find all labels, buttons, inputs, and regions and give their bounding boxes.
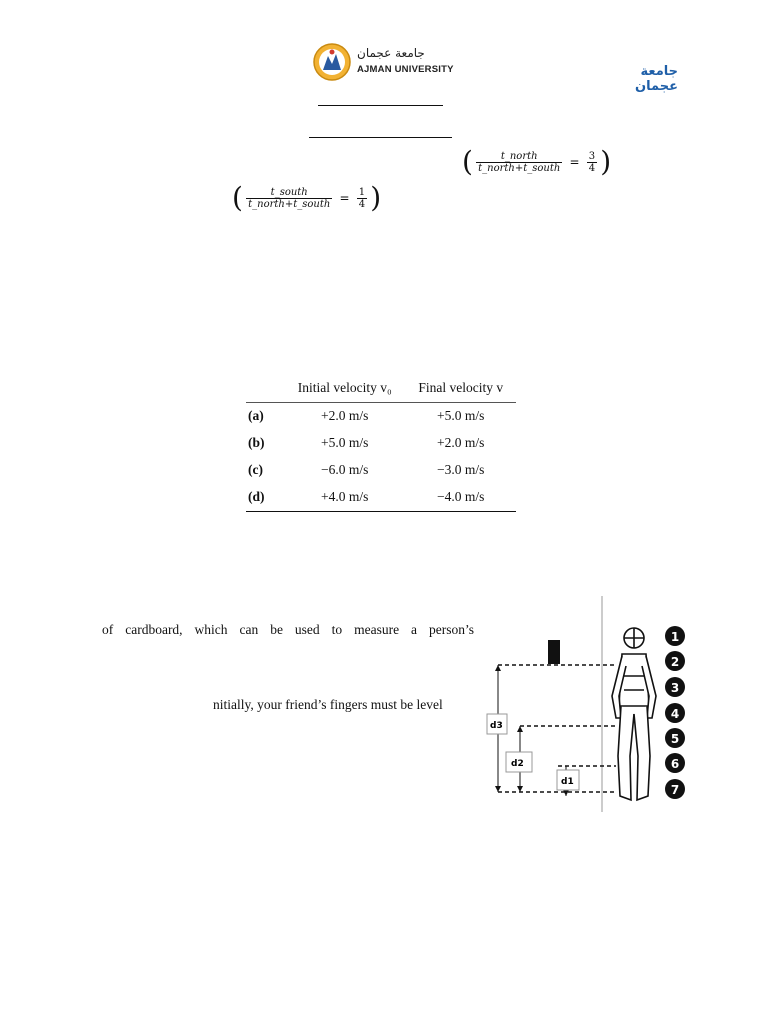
equation-south-ratio: ( $\frac{\text{t\_south}}{\text{t\_north+t\_south}}$ = $\frac{1}{4}$ ): [232, 181, 382, 214]
row-label: (d): [246, 484, 284, 512]
fraction-value: [587, 151, 597, 174]
row-label: (c): [248, 462, 263, 477]
logo-arabic-text: جامعة عجمان: [357, 46, 425, 60]
scale-number: 3: [670, 681, 680, 695]
value-numerator: 3: [588, 150, 596, 162]
title-underline-1: [318, 105, 443, 106]
table-header-initial: Initial velocity v₀: [284, 376, 405, 403]
paragraph-fingers-level: nitially, your friend’s fingers must be level: [213, 697, 443, 712]
d3-label: d3: [490, 721, 503, 731]
table-header-label: [246, 376, 284, 403]
person-figure: [612, 628, 656, 800]
fraction-numerator: t_south: [270, 186, 308, 198]
table-row: [246, 403, 516, 431]
table-row: [246, 457, 516, 484]
final-velocity-cell: +5.0 m/s: [437, 408, 485, 423]
header-arabic-title: جامعة عجمان: [635, 64, 678, 94]
table-row: [246, 430, 516, 457]
initial-velocity-cell: +5.0 m/s: [321, 435, 369, 450]
scale-circles: [665, 626, 685, 799]
value-numerator: 1: [358, 186, 366, 198]
fraction-denominator: t_north+t_south: [248, 198, 331, 210]
university-crest-icon: [312, 42, 356, 82]
scale-number: 2: [670, 655, 680, 669]
scale-number: 4: [670, 707, 680, 721]
fraction-value: [357, 187, 367, 210]
table-header-final: Final velocity v: [405, 376, 516, 403]
equals-sign: =: [569, 155, 580, 169]
scale-number: 6: [670, 757, 680, 771]
scale-number: 1: [670, 630, 680, 644]
row-label: (b): [248, 435, 265, 450]
velocity-table: [246, 376, 516, 512]
fraction-denominator: t_north+t_south: [478, 162, 561, 174]
final-velocity-cell: +2.0 m/s: [437, 435, 485, 450]
d1-label: d1: [561, 777, 574, 787]
initial-velocity-cell: +4.0 m/s: [284, 484, 405, 512]
row-label: (a): [248, 408, 264, 423]
initial-velocity-cell: −6.0 m/s: [321, 462, 369, 477]
final-velocity-cell: −3.0 m/s: [437, 462, 485, 477]
title-underline-2: [309, 137, 452, 138]
logo-english-text: AJMAN UNIVERSITY: [357, 64, 454, 75]
finger-block: [548, 640, 560, 664]
fraction-numerator: t_north: [500, 150, 538, 162]
equals-sign: =: [339, 191, 350, 205]
fraction-south: [246, 187, 332, 210]
final-velocity-cell: −4.0 m/s: [405, 484, 516, 512]
scale-number: 7: [670, 783, 680, 797]
table-header-row: [246, 376, 516, 403]
scale-number: 5: [670, 732, 680, 746]
equation-north-ratio: ( $\frac{\text{t\_north}}{\text{t\_north+t\_south}}$ = $\frac{3}{4}$ ): [462, 145, 612, 178]
paragraph-cardboard: of cardboard, which can be used to measure a person’s: [102, 622, 474, 637]
fraction-north: [476, 151, 562, 174]
table-row: [246, 484, 516, 512]
d2-label: d2: [511, 759, 524, 769]
initial-velocity-cell: +2.0 m/s: [321, 408, 369, 423]
person-reaction-ruler-icon: [486, 596, 696, 816]
reaction-time-figure: [486, 596, 696, 816]
value-denominator: 4: [358, 198, 366, 210]
value-denominator: 4: [588, 162, 596, 174]
